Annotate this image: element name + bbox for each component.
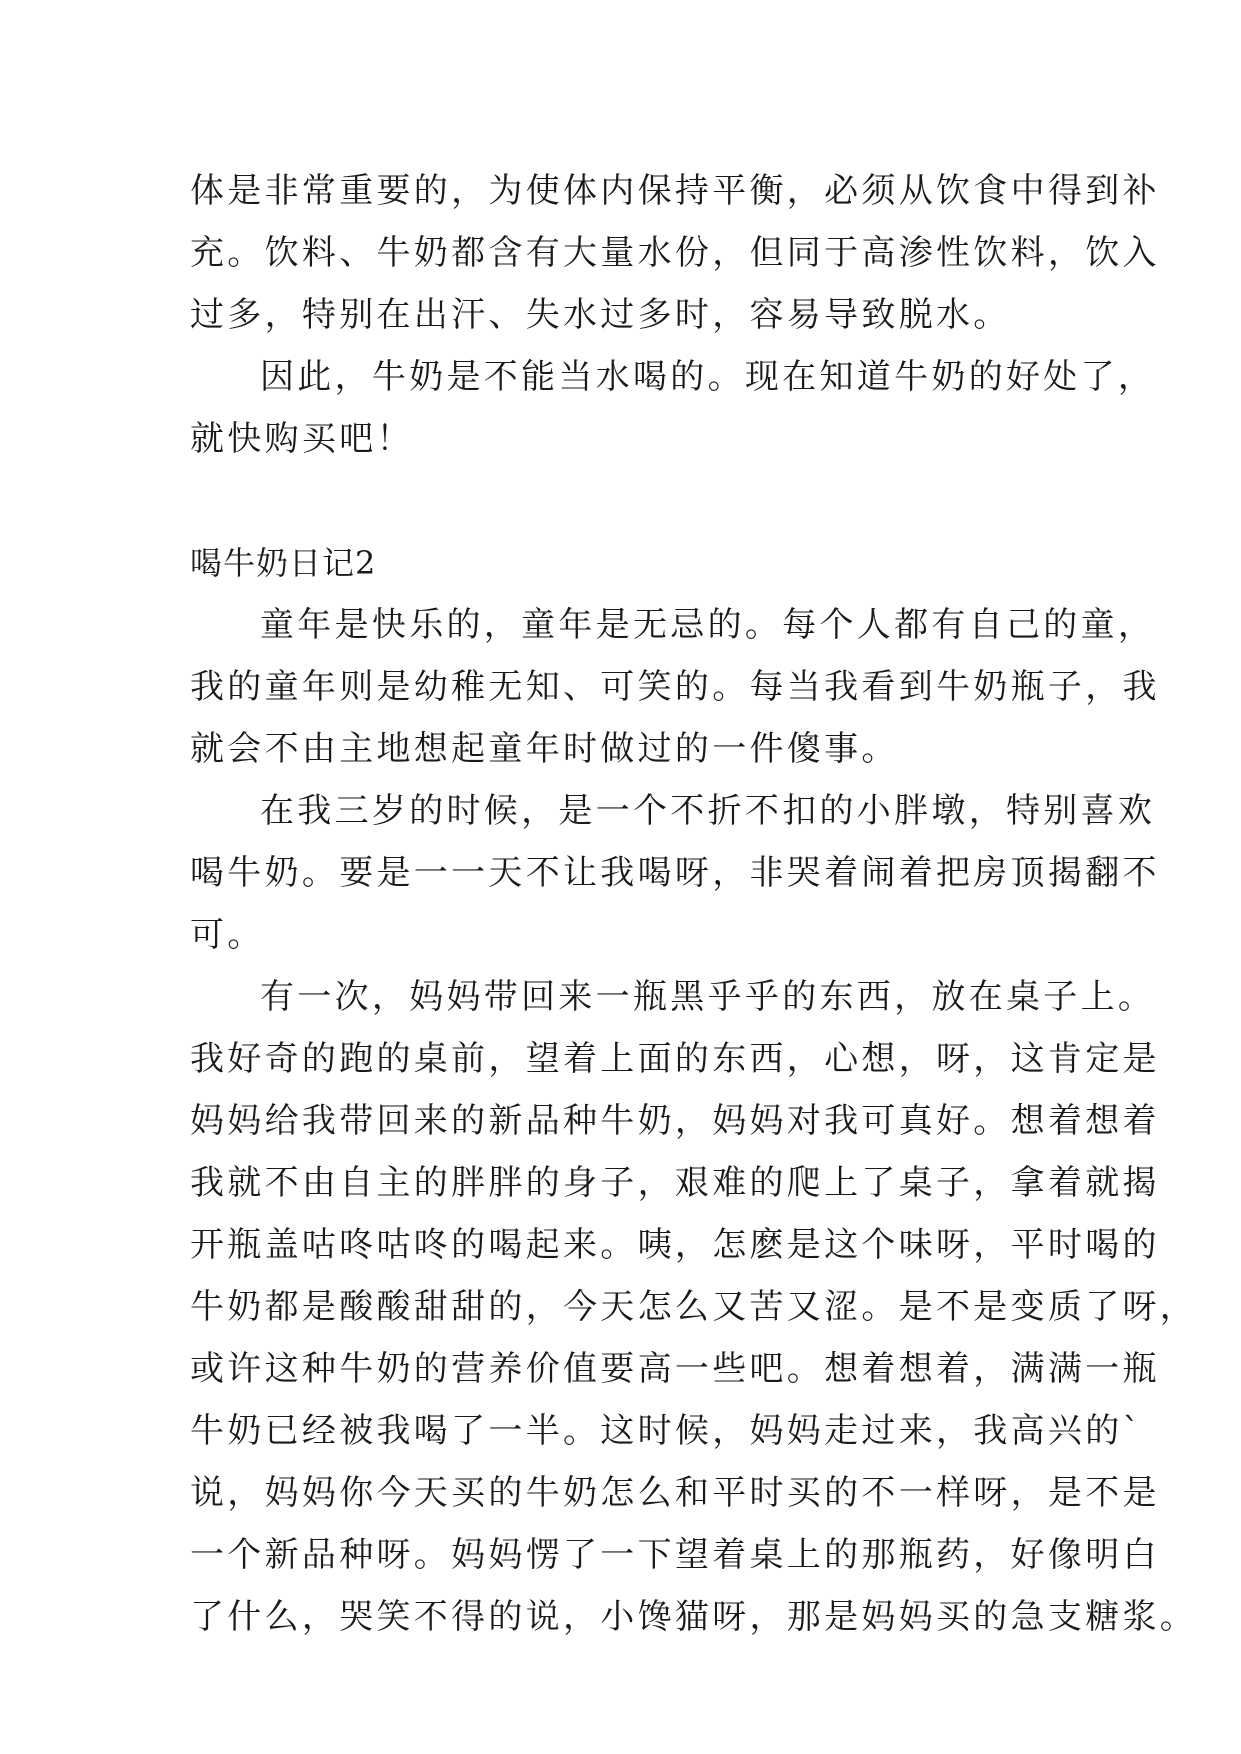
text-line: 我好奇的跑的桌前，望着上面的东西，心想，呀，这肯定是 bbox=[190, 1039, 1160, 1079]
text-line: 就会不由主地想起童年时做过的一件傻事。 bbox=[190, 729, 899, 769]
text-line: 因此，牛奶是不能当水喝的。现在知道牛奶的好处了， bbox=[260, 357, 1156, 397]
paragraph bbox=[190, 346, 1156, 470]
text-line: 牛奶都是酸酸甜甜的，今天怎么又苦又涩。是不是变质了呀， bbox=[190, 1287, 1198, 1327]
paragraph bbox=[190, 780, 1160, 966]
text-line: 体是非常重要的，为使体内保持平衡，必须从饮食中得到补 bbox=[190, 171, 1160, 211]
text-line: 说，妈妈你今天买的牛奶怎么和平时买的不一样呀，是不是 bbox=[190, 1473, 1160, 1513]
text-line: 我就不由自主的胖胖的身子，艰难的爬上了桌子，拿着就揭 bbox=[190, 1163, 1160, 1203]
paragraph bbox=[190, 160, 1160, 346]
paragraph bbox=[190, 966, 1198, 1648]
text-line: 了什么，哭笑不得的说，小馋猫呀，那是妈妈买的急支糖浆。 bbox=[190, 1597, 1198, 1637]
text-line: 就快购买吧！ bbox=[190, 419, 414, 459]
text-line: 可。 bbox=[190, 915, 265, 955]
paragraph bbox=[190, 594, 1160, 780]
section-title: 喝牛奶日记2 bbox=[190, 544, 377, 582]
text-line: 或许这种牛奶的营养价值要高一些吧。想着想着，满满一瓶 bbox=[190, 1349, 1160, 1389]
text-line: 妈妈给我带回来的新品种牛奶，妈妈对我可真好。想着想着 bbox=[190, 1101, 1160, 1141]
text-line: 过多，特别在出汗、失水过多时，容易导致脱水。 bbox=[190, 295, 1011, 335]
text-line: 开瓶盖咕咚咕咚的喝起来。咦，怎麽是这个味呀，平时喝的 bbox=[190, 1225, 1160, 1265]
text-line: 喝牛奶。要是一一天不让我喝呀，非哭着闹着把房顶揭翻不 bbox=[190, 853, 1160, 893]
text-line: 有一次，妈妈带回来一瓶黑乎乎的东西，放在桌子上。 bbox=[260, 977, 1156, 1017]
text-line: 一个新品种呀。妈妈愣了一下望着桌上的那瓶药，好像明白 bbox=[190, 1535, 1160, 1575]
text-line: 充。饮料、牛奶都含有大量水份，但同于高渗性饮料，饮入 bbox=[190, 233, 1160, 273]
document-page bbox=[190, 160, 1198, 1648]
text-line: 童年是快乐的，童年是无忌的。每个人都有自己的童， bbox=[260, 605, 1156, 645]
text-line: 我的童年则是幼稚无知、可笑的。每当我看到牛奶瓶子，我 bbox=[190, 667, 1160, 707]
text-line: 在我三岁的时候，是一个不折不扣的小胖墩，特别喜欢 bbox=[260, 791, 1156, 831]
spacer bbox=[190, 470, 1062, 532]
text-line: 牛奶已经被我喝了一半。这时候，妈妈走过来，我高兴的` bbox=[190, 1411, 1143, 1451]
